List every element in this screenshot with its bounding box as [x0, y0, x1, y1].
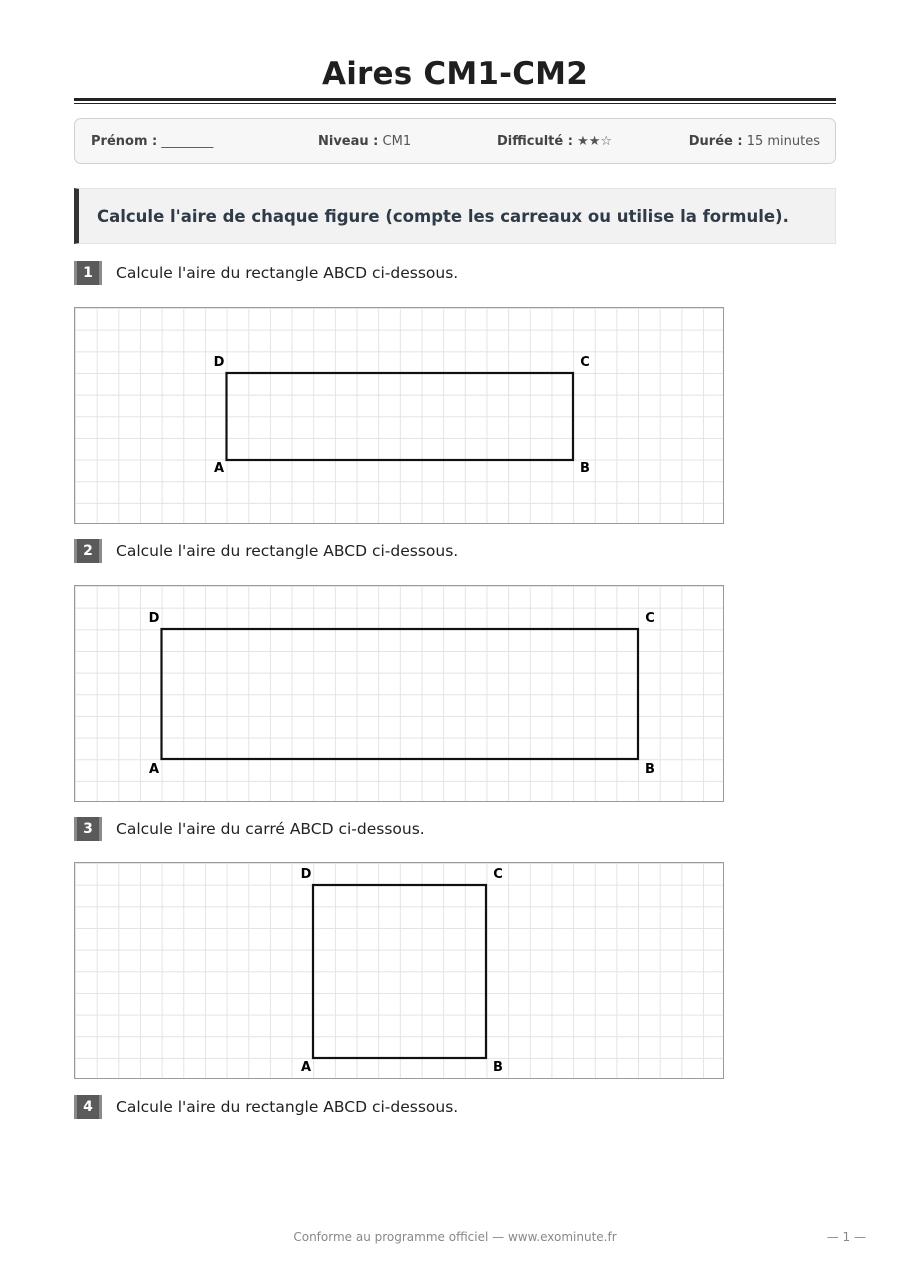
vertex-label-c: C [645, 611, 655, 626]
niveau-label: Niveau : [318, 134, 379, 149]
title-rule-thick [74, 98, 836, 101]
question-text: Calcule l'aire du rectangle ABCD ci-dessous. [116, 264, 459, 282]
rectangle-abcd-1 [227, 373, 574, 460]
question-text: Calcule l'aire du carré ABCD ci-dessous. [116, 820, 425, 838]
figure-3-drawing [75, 863, 724, 1079]
vertex-label-b: B [493, 1060, 503, 1075]
niveau-value: CM1 [382, 134, 412, 149]
vertex-label-d: D [300, 867, 312, 882]
question-number-badge: 2 [74, 539, 102, 563]
info-prenom[interactable] [91, 119, 213, 165]
info-duree [689, 119, 820, 165]
vertex-label-b: B [580, 461, 590, 476]
vertex-label-a: A [213, 461, 225, 476]
vertex-label-d: D [148, 611, 160, 626]
vertex-label-c: C [580, 355, 590, 370]
figure-2-drawing [75, 586, 724, 802]
prenom-value: ________ [161, 134, 214, 149]
prenom-label: Prénom : [91, 134, 158, 149]
difficulte-stars: ★★☆ [577, 134, 613, 149]
vertex-label-b: B [645, 762, 655, 777]
question-text: Calcule l'aire du rectangle ABCD ci-dessous. [116, 542, 459, 560]
footer-text: Conforme au programme officiel — www.exominute.fr [293, 1230, 617, 1244]
vertex-label-c: C [493, 867, 503, 882]
rectangle-abcd-2 [162, 629, 639, 759]
page-title: Aires CM1-CM2 [322, 56, 588, 92]
figure-grid-3 [74, 862, 724, 1079]
figure-grid-1 [74, 307, 724, 524]
square-abcd-3 [313, 885, 486, 1058]
duree-value: 15 minutes [746, 134, 820, 149]
figure-grid-2 [74, 585, 724, 802]
question-number-badge: 3 [74, 817, 102, 841]
question-number-badge: 4 [74, 1095, 102, 1119]
vertex-label-d: D [213, 355, 225, 370]
title-rule-thin [74, 103, 836, 104]
question-text: Calcule l'aire du rectangle ABCD ci-dessous. [116, 1098, 459, 1116]
instruction-box: Calcule l'aire de chaque figure (compte les carreaux ou utilise la formule). [74, 188, 836, 244]
figure-1-drawing [75, 308, 724, 524]
difficulte-label: Difficulté : [497, 134, 573, 149]
info-difficulte [497, 119, 612, 165]
info-niveau [318, 119, 411, 165]
vertex-label-a: A [300, 1060, 312, 1075]
vertex-label-a: A [148, 762, 160, 777]
duree-label: Durée : [688, 134, 743, 149]
page-number: — 1 — [826, 1230, 866, 1244]
question-number-badge: 1 [74, 261, 102, 285]
info-box [74, 118, 836, 164]
